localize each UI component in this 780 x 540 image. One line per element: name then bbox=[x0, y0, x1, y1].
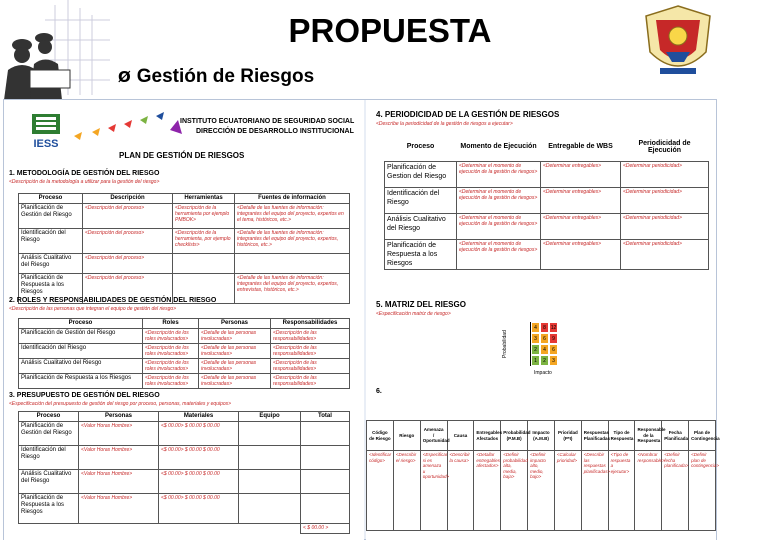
col-header: Total bbox=[301, 412, 350, 422]
table-cell bbox=[173, 254, 235, 274]
table-cell: <Descripción de la herramienta por ejemplo PMBOK> bbox=[173, 204, 235, 229]
table-cell: <Valor Horas Hombre> bbox=[79, 470, 159, 494]
table-cell: Planificación de Respuesta a los Riesgos bbox=[19, 494, 79, 524]
table-cell: <Valor Horas Hombre> bbox=[79, 422, 159, 446]
table-cell: <Descripción del proceso> bbox=[83, 229, 173, 254]
direction-name: DIRECCIÓN DE DESARROLLO INSTITUCIONAL bbox=[196, 128, 354, 135]
table-row bbox=[19, 229, 350, 254]
matrix-grid bbox=[530, 322, 557, 366]
table-cell: <$ 00.00> $ 00.00 $ 00.00 bbox=[159, 470, 239, 494]
col-header: Materiales bbox=[159, 412, 239, 422]
table-cell: Identificación del Riesgo bbox=[19, 446, 79, 470]
table-row bbox=[19, 344, 350, 359]
matrix-cell: 6 bbox=[540, 333, 549, 344]
table-cell bbox=[19, 524, 301, 534]
section-1-desc: <Descripción de la metodología a utilizar para la gestión del riesgo> bbox=[9, 179, 160, 185]
table-cell: <Detalle de las personas involucradas> bbox=[199, 359, 271, 374]
bullet-marker: Ø bbox=[118, 68, 131, 86]
table-cell: <Describir el riesgo> bbox=[393, 451, 420, 531]
table-cell: <Detalle de las personas involucradas> bbox=[199, 374, 271, 389]
col-header: Entregables Afectados bbox=[474, 421, 501, 451]
section-2-heading: 2. ROLES Y RESPONSABILIDADES DE GESTIÓN DEL RIESGO bbox=[9, 297, 217, 304]
table-cell: <Determinar entregables> bbox=[541, 213, 621, 239]
bullet-text: Gestión de Riesgos bbox=[136, 66, 315, 87]
university-seal-logo bbox=[640, 2, 716, 82]
section-6-heading: 6. bbox=[376, 388, 382, 395]
table-cell: <Definir plan de contingencia> bbox=[689, 451, 716, 531]
table-cell: Análisis Cualitativo del Riesgo bbox=[19, 254, 83, 274]
section-3-heading: 3. PRESUPUESTO DE GESTIÓN DEL RIESGO bbox=[9, 392, 160, 399]
table-cell: <Detallar entregables afectados> bbox=[474, 451, 501, 531]
periodicity-table bbox=[384, 133, 709, 270]
table-cell: Planificación de Respuesta a los Riesgos bbox=[385, 239, 457, 269]
col-header: Proceso bbox=[385, 133, 457, 161]
table-cell: <Detalle de las fuentes de información: integrantes del equipo del proyecto, expertos, entrevistas, históricos, etc.> bbox=[235, 274, 350, 304]
col-header: Fecha Planificada bbox=[662, 421, 689, 451]
bullet-item bbox=[118, 66, 314, 88]
table-cell: <Determinar entregables> bbox=[541, 161, 621, 187]
table-cell bbox=[301, 494, 350, 524]
table-cell: <Descripción de los roles involucrados> bbox=[143, 329, 199, 344]
table-cell: <Detalle de las personas involucradas> bbox=[199, 329, 271, 344]
table-cell: <$ 00.00> $ 00.00 $ 00.00 bbox=[159, 422, 239, 446]
table-cell: <Descripción de los roles involucrados> bbox=[143, 359, 199, 374]
table-cell bbox=[301, 422, 350, 446]
matrix-cell: 2 bbox=[540, 355, 549, 366]
table-cell: <Descripción del proceso> bbox=[83, 274, 173, 304]
risk-plan-document-left bbox=[4, 100, 364, 540]
table-row bbox=[19, 470, 350, 494]
table-cell: Análisis Cualitativo del Riesgo bbox=[19, 470, 79, 494]
matrix-cell: 1 bbox=[531, 355, 540, 366]
col-header: Descripción bbox=[83, 194, 173, 204]
table-cell: <Determinar periodicidad> bbox=[621, 213, 709, 239]
plan-title: PLAN DE GESTIÓN DE RIESGOS bbox=[119, 151, 245, 160]
matrix-cell: 12 bbox=[549, 322, 558, 333]
institute-name: INSTITUTO ECUATORIANO DE SEGURIDAD SOCIAL bbox=[180, 118, 355, 125]
col-header: Momento de Ejecución bbox=[457, 133, 541, 161]
table-cell: <Especificar si es amenaza u oportunidad> bbox=[420, 451, 447, 531]
col-header: Periodicidad de Ejecución bbox=[621, 133, 709, 161]
table-row bbox=[19, 359, 350, 374]
table-cell: Planificación de Gestión del Riesgo bbox=[19, 329, 143, 344]
matrix-y-label: Probabilidad bbox=[502, 330, 508, 358]
methodology-table bbox=[18, 193, 350, 304]
table-row bbox=[385, 239, 709, 269]
section-1-heading: 1. METODOLOGÍA DE GESTIÓN DEL RIESGO bbox=[9, 170, 160, 177]
risk-matrix bbox=[502, 318, 586, 390]
table-cell: <Descripción de las responsabilidades> bbox=[271, 359, 350, 374]
table-cell: Planificación de Gestión del Riesgo bbox=[19, 204, 83, 229]
table-cell: Planificación de Respuesta a los Riesgos bbox=[19, 374, 143, 389]
table-cell: <Determinar periodicidad> bbox=[621, 161, 709, 187]
decorative-arrows bbox=[64, 106, 184, 148]
budget-total: < $ 00.00 > bbox=[301, 524, 350, 534]
col-header: Riesgo bbox=[393, 421, 420, 451]
col-header: Impacto (A.M.B) bbox=[528, 421, 555, 451]
col-header: Plan de Contingencia bbox=[689, 421, 716, 451]
table-cell: <Determinar periodicidad> bbox=[621, 239, 709, 269]
col-header: Código de Riesgo bbox=[367, 421, 394, 451]
col-header: Personas bbox=[79, 412, 159, 422]
table-cell: <$ 00.00> $ 00.00 $ 00.00 bbox=[159, 446, 239, 470]
table-cell bbox=[239, 422, 301, 446]
col-header: Responsable de la Respuesta bbox=[635, 421, 662, 451]
table-row bbox=[367, 451, 716, 531]
table-cell: <Tipo de respuesta a ejecutar> bbox=[608, 451, 635, 531]
table-cell: <Descripción de los roles involucrados> bbox=[143, 344, 199, 359]
table-cell: Planificación de Gestion del Riesgo bbox=[385, 161, 457, 187]
section-2-desc: <Descripción de las personas que integran el equipo de gestión del riesgo> bbox=[9, 306, 177, 312]
table-cell: Análisis Cualitativo del Riesgo bbox=[385, 213, 457, 239]
col-header: Amenaza / Oportunidad bbox=[420, 421, 447, 451]
col-header: Personas bbox=[199, 319, 271, 329]
section-5-desc: <Especificación matriz de riesgo> bbox=[376, 311, 451, 317]
matrix-cell: 2 bbox=[531, 344, 540, 355]
table-cell: <Determinar entregables> bbox=[541, 239, 621, 269]
col-header: Proceso bbox=[19, 194, 83, 204]
section-4-heading: 4. PERIODICIDAD DE LA GESTIÓN DE RIESGOS bbox=[376, 110, 560, 119]
col-header: Proceso bbox=[19, 412, 79, 422]
table-cell: <Descripción de las responsabilidades> bbox=[271, 344, 350, 359]
col-header: Herramientas bbox=[173, 194, 235, 204]
table-cell: <Determinar entregables> bbox=[541, 187, 621, 213]
col-header: Fuentes de información bbox=[235, 194, 350, 204]
table-cell: <$ 00.00> $ 00.00 $ 00.00 bbox=[159, 494, 239, 524]
table-row bbox=[385, 213, 709, 239]
table-row bbox=[19, 374, 350, 389]
table-cell: Identificación del Riesgo bbox=[385, 187, 457, 213]
table-cell: Identificación del Riesgo bbox=[19, 229, 83, 254]
table-cell: <Definir probabilidad alta, media, baja> bbox=[501, 451, 528, 531]
table-cell: <Descripción de las responsabilidades> bbox=[271, 329, 350, 344]
iess-logo bbox=[24, 112, 68, 152]
table-cell: <Nombrar responsable> bbox=[635, 451, 662, 531]
matrix-cell: 8 bbox=[540, 322, 549, 333]
col-header: Responsabilidades bbox=[271, 319, 350, 329]
table-cell: <Definir fecha planificada> bbox=[662, 451, 689, 531]
table-cell: Planificación de Gestión del Riesgo bbox=[19, 422, 79, 446]
col-header: Causa bbox=[447, 421, 474, 451]
table-cell bbox=[301, 446, 350, 470]
table-cell: <Descripción del proceso> bbox=[83, 254, 173, 274]
col-header: Probabilidad (P.M.B) bbox=[501, 421, 528, 451]
svg-text:IESS: IESS bbox=[33, 138, 59, 150]
table-cell: <Determinar el momento de ejecución de la gestión de riesgos> bbox=[457, 239, 541, 269]
budget-table bbox=[18, 411, 350, 534]
matrix-cell: 3 bbox=[531, 333, 540, 344]
table-cell: <Descripción de las responsabilidades> bbox=[271, 374, 350, 389]
matrix-x-label: Impacto bbox=[534, 370, 552, 376]
table-row bbox=[19, 524, 350, 534]
matrix-cell: 4 bbox=[540, 344, 549, 355]
table-row bbox=[385, 187, 709, 213]
table-cell: Identificación del Riesgo bbox=[19, 344, 143, 359]
table-row bbox=[385, 161, 709, 187]
table-cell: <Detalle de las fuentes de información: integrantes del equipo del proyecto, expertos, históricos, etc.> bbox=[235, 229, 350, 254]
table-cell: <Determinar el momento de ejecución de la gestión de riesgos> bbox=[457, 213, 541, 239]
matrix-cell: 3 bbox=[549, 355, 558, 366]
col-header: Equipo bbox=[239, 412, 301, 422]
table-cell bbox=[235, 254, 350, 274]
table-cell: <Definir impacto alto, medio, bajo> bbox=[528, 451, 555, 531]
table-cell: Análisis Cualitativo del Riesgo bbox=[19, 359, 143, 374]
col-header: Prioridad (P*I) bbox=[554, 421, 581, 451]
table-cell: <Determinar el momento de ejecución de la gestión de riesgos> bbox=[457, 187, 541, 213]
table-row bbox=[19, 494, 350, 524]
table-cell: <Descripción de la herramienta, por ejemplo checklists> bbox=[173, 229, 235, 254]
table-row bbox=[19, 422, 350, 446]
table-row bbox=[19, 329, 350, 344]
roles-table bbox=[18, 318, 350, 389]
section-3-desc: <Especificación del presupuesto de gestión del riesgo por proceso, personas, materiales y equipos> bbox=[9, 401, 232, 407]
table-cell: <Detalle de las fuentes de información: integrantes del equipo del proyecto, expertos en el tema, históricos, etc.> bbox=[235, 204, 350, 229]
table-row bbox=[19, 446, 350, 470]
risk-register-table bbox=[366, 420, 720, 531]
col-header: Proceso bbox=[19, 319, 143, 329]
table-cell: <Descripción del proceso> bbox=[83, 204, 173, 229]
table-cell: <Identificar código> bbox=[367, 451, 394, 531]
table-cell bbox=[301, 470, 350, 494]
table-cell: Planificación de Respuesta a los Riesgos bbox=[19, 274, 83, 304]
matrix-cell: 6 bbox=[549, 344, 558, 355]
matrix-cell: 4 bbox=[531, 322, 540, 333]
table-cell: <Valor Horas Hombre> bbox=[79, 446, 159, 470]
table-cell: <Describir la causa> bbox=[447, 451, 474, 531]
table-cell: <Descripción de los roles involucrados> bbox=[143, 374, 199, 389]
risk-plan-document-right bbox=[366, 100, 720, 540]
table-cell: <Determinar el momento de ejecución de la gestión de riesgos> bbox=[457, 161, 541, 187]
col-header: Entregable de WBS bbox=[541, 133, 621, 161]
table-cell: <Valor Horas Hombre> bbox=[79, 494, 159, 524]
table-cell: <Determinar periodicidad> bbox=[621, 187, 709, 213]
table-row bbox=[19, 204, 350, 229]
table-row bbox=[19, 254, 350, 274]
matrix-cell: 9 bbox=[549, 333, 558, 344]
table-cell: <Detalle de las personas involucradas> bbox=[199, 344, 271, 359]
table-cell bbox=[239, 446, 301, 470]
table-cell: <Calcular prioridad> bbox=[554, 451, 581, 531]
table-cell bbox=[239, 494, 301, 524]
table-cell bbox=[239, 470, 301, 494]
col-header: Respuestas Planificadas bbox=[581, 421, 608, 451]
col-header: Roles bbox=[143, 319, 199, 329]
col-header: Tipo de Respuesta bbox=[608, 421, 635, 451]
section-5-heading: 5. MATRIZ DEL RIESGO bbox=[376, 300, 466, 309]
table-cell: <Describir las respuestas planificadas> bbox=[581, 451, 608, 531]
section-4-desc: <Describe la periodicidad de la gestión de riesgos a ejecutar> bbox=[376, 121, 513, 127]
slide-title: PROPUESTA bbox=[288, 12, 492, 49]
